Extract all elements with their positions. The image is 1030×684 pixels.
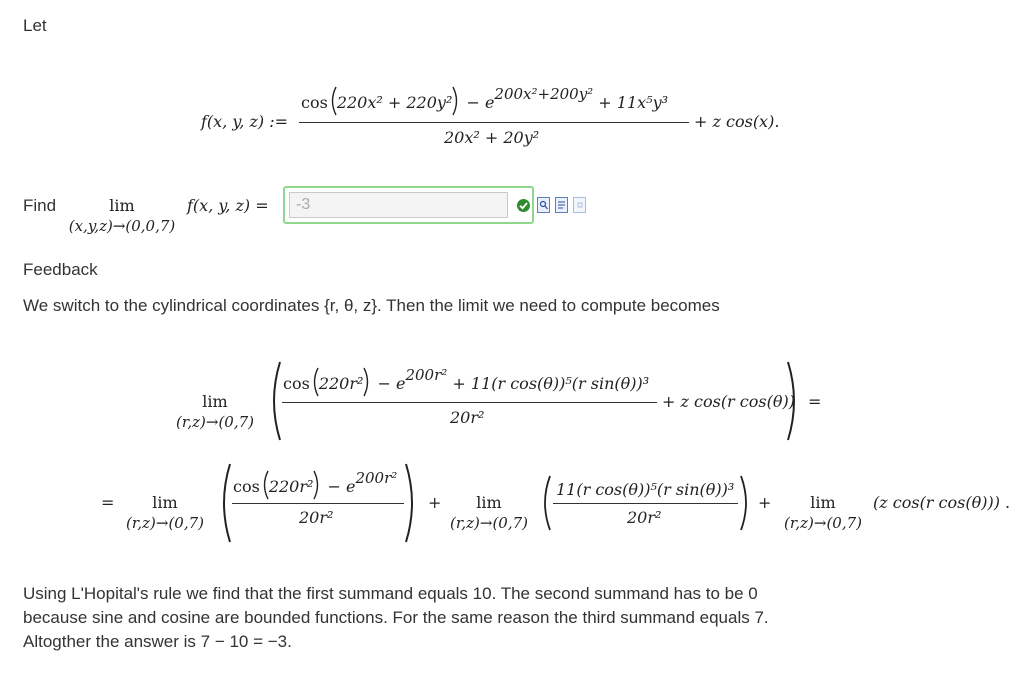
eq2-term2-fraction-bar [553, 503, 738, 504]
eq1-cos-arg: 220r² [318, 374, 364, 393]
hint-icon[interactable] [573, 197, 586, 213]
eq2-term2-right-paren [739, 474, 753, 532]
eq2-term1-denominator: 20r² [299, 508, 334, 527]
eq2-limit-1 [118, 493, 212, 532]
eq2-lead-equals: = [101, 493, 115, 512]
eq2-limit-2 [442, 493, 536, 532]
conclusion-line-3: Altogther the answer is 7 − 10 = −3. [23, 632, 292, 651]
eq2-subscript-3: (r,z)→(0,7) [783, 514, 863, 532]
numerator-e-exp: 200x²+200y² [494, 85, 594, 103]
eq1-tail: + z cos(r cos(θ)) [662, 392, 795, 411]
function-tail: + z cos(x). [694, 112, 780, 131]
eq1-fraction-bar [282, 402, 657, 403]
eq2-lim-3: lim [810, 493, 836, 512]
eq2-term2-denominator: 20r² [627, 508, 662, 527]
conclusion-line-1: Using L'Hopital's rule we find that the first summand equals 10. The second summand has to be 0 [23, 584, 758, 603]
limit-subscript: (x,y,z)→(0,0,7) [68, 217, 176, 235]
eq1-left-paren [310, 367, 319, 397]
eq2-t1-left-paren [260, 470, 269, 500]
find-label: Find [23, 196, 57, 215]
eq1-big-right-paren [786, 360, 802, 442]
eq2-t1-cos-arg: 220r² [268, 477, 314, 496]
eq1-numerator: $\cos 220r^2 - e^{200r^2} + 11(r$ cos(θ))⁵(r sin(θ))³ [283, 367, 649, 397]
numerator-poly: + 11x⁵y³ [598, 93, 669, 112]
eq1-lim: lim [202, 392, 228, 411]
function-lhs: f(x, y, z) := [201, 112, 288, 131]
eq1-subscript: (r,z)→(0,7) [175, 413, 255, 431]
limit-expression: f(x, y, z) = [187, 196, 269, 215]
eq2-subscript-2: (r,z)→(0,7) [449, 514, 529, 532]
eq1-limit-operator [168, 392, 262, 431]
show-answer-icon[interactable] [555, 197, 568, 213]
eq2-term2-left-paren [538, 474, 552, 532]
right-paren [452, 86, 461, 116]
eq2-lim-1: lim [152, 493, 178, 512]
eq2-term1-right-paren [404, 462, 420, 544]
denominator: 20x² + 20y² [444, 128, 540, 147]
numerator-e: e [484, 93, 495, 112]
correct-check-icon [517, 199, 530, 212]
numerator-cos-arg: 220x² + 220y² [336, 93, 453, 112]
eq2-term2-numerator: 11(r cos(θ))⁵(r sin(θ))³ [556, 480, 735, 499]
numerator: $\cos 220x^2 + 220y^2 - e^{200x^2+200y^2} + 11x^5y^3$ [301, 86, 668, 116]
eq2-lim-2: lim [476, 493, 502, 512]
limit-operator [61, 196, 183, 235]
left-paren [328, 86, 337, 116]
eq2-limit-3 [776, 493, 870, 532]
feedback-heading: Feedback [23, 260, 98, 279]
preview-icon[interactable] [537, 197, 550, 213]
let-label: Let [23, 16, 47, 35]
eq2-term1-numerator: $\cos 220r^2 - e^{200r^2}$ [233, 470, 397, 500]
eq1-equals: = [808, 392, 822, 411]
eq2-t1-right-paren [313, 470, 322, 500]
fraction-bar [299, 122, 689, 123]
eq1-right-paren [363, 367, 372, 397]
eq2-term1-left-paren [216, 462, 232, 544]
eq1-big-left-paren [266, 360, 282, 442]
eq2-subscript-1: (r,z)→(0,7) [125, 514, 205, 532]
answer-input[interactable]: -3 [289, 192, 508, 218]
conclusion-line-2: because sine and cosine are bounded functions. For the same reason the third summand equals 7. [23, 608, 769, 627]
answer-field-frame [283, 186, 534, 224]
eq1-denominator: 20r² [450, 408, 485, 427]
eq2-term3: (z cos(r cos(θ))) . [873, 493, 1011, 512]
eq2-t1-e-exp: 200r² [355, 469, 398, 487]
eq2-term1-fraction-bar [232, 503, 404, 504]
eq1-e-exp: 200r² [405, 366, 448, 384]
limit-lim: lim [109, 196, 135, 215]
eq1-num-rest: + 11(r cos(θ))⁵(r sin(θ))³ [452, 374, 650, 393]
eq2-plus-2: + [758, 493, 772, 512]
eq2-plus-1: + [428, 493, 442, 512]
feedback-intro: We switch to the cylindrical coordinates {r, θ, z}. Then the limit we need to compute becomes [23, 296, 720, 315]
